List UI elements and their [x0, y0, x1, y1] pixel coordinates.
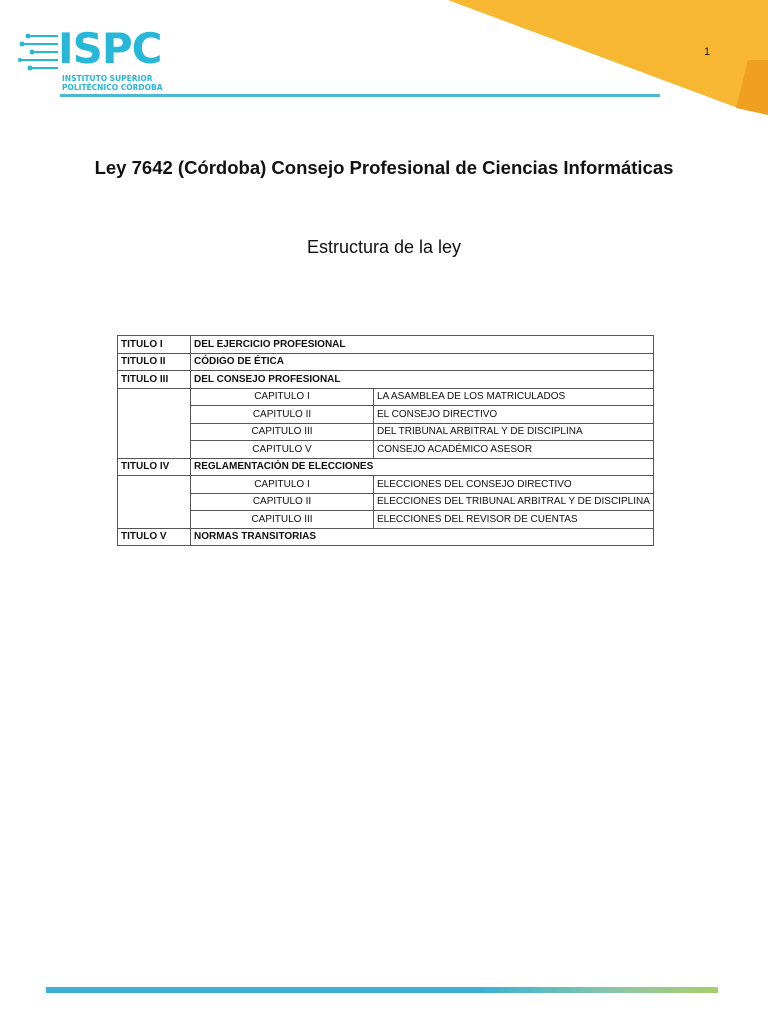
law-structure-table — [117, 335, 654, 546]
table-row — [118, 353, 654, 371]
capitulo-text: EL CONSEJO DIRECTIVO — [374, 406, 654, 424]
capitulo-text: LA ASAMBLEA DE LOS MATRICULADOS — [374, 388, 654, 406]
logo-text: ISPC — [58, 24, 162, 73]
corner-decoration — [448, 0, 768, 120]
titulo-label: TITULO I — [118, 336, 191, 354]
capitulo-label: CAPITULO II — [191, 493, 374, 511]
capitulo-label: CAPITULO I — [191, 388, 374, 406]
table-row — [118, 371, 654, 389]
capitulo-label: CAPITULO I — [191, 476, 374, 494]
logo-sub-line1: INSTITUTO SUPERIOR — [62, 74, 153, 83]
capitulo-text: ELECCIONES DEL REVISOR DE CUENTAS — [374, 511, 654, 529]
capitulo-label: CAPITULO V — [191, 441, 374, 459]
table-row — [118, 458, 654, 476]
table-row — [118, 441, 654, 459]
titulo-text: DEL EJERCICIO PROFESIONAL — [191, 336, 654, 354]
logo-subtitle — [62, 74, 163, 92]
table-row — [118, 511, 654, 529]
capitulo-text: DEL TRIBUNAL ARBITRAL Y DE DISCIPLINA — [374, 423, 654, 441]
capitulo-text: ELECCIONES DEL TRIBUNAL ARBITRAL Y DE DISCIPLINA — [374, 493, 654, 511]
capitulo-label: CAPITULO II — [191, 406, 374, 424]
titulo-text: REGLAMENTACIÓN DE ELECCIONES — [191, 458, 654, 476]
capitulo-text: ELECCIONES DEL CONSEJO DIRECTIVO — [374, 476, 654, 494]
table-row — [118, 528, 654, 546]
capitulo-label: CAPITULO III — [191, 511, 374, 529]
titulo-text: DEL CONSEJO PROFESIONAL — [191, 371, 654, 389]
empty-cell — [118, 388, 191, 458]
document-title: Ley 7642 (Córdoba) Consejo Profesional de Ciencias Informáticas — [94, 157, 674, 178]
capitulo-text: CONSEJO ACADÉMICO ASESOR — [374, 441, 654, 459]
table-row — [118, 423, 654, 441]
document-subtitle: Estructura de la ley — [306, 237, 462, 257]
titulo-label: TITULO III — [118, 371, 191, 389]
capitulo-label: CAPITULO III — [191, 423, 374, 441]
table-row — [118, 336, 654, 354]
ispc-logo — [18, 22, 178, 102]
titulo-label: TITULO IV — [118, 458, 191, 476]
table-row — [118, 406, 654, 424]
titulo-label: TITULO V — [118, 528, 191, 546]
page-number: 1 — [704, 46, 711, 58]
table-row — [118, 388, 654, 406]
titulo-label: TITULO II — [118, 353, 191, 371]
logo-sub-line2: POLITÉCNICO CÓRDOBA — [62, 83, 163, 92]
footer-divider — [46, 987, 718, 993]
table-row — [118, 476, 654, 494]
empty-cell — [118, 476, 191, 529]
titulo-text: CÓDIGO DE ÉTICA — [191, 353, 654, 371]
titulo-text: NORMAS TRANSITORIAS — [191, 528, 654, 546]
table-row — [118, 493, 654, 511]
